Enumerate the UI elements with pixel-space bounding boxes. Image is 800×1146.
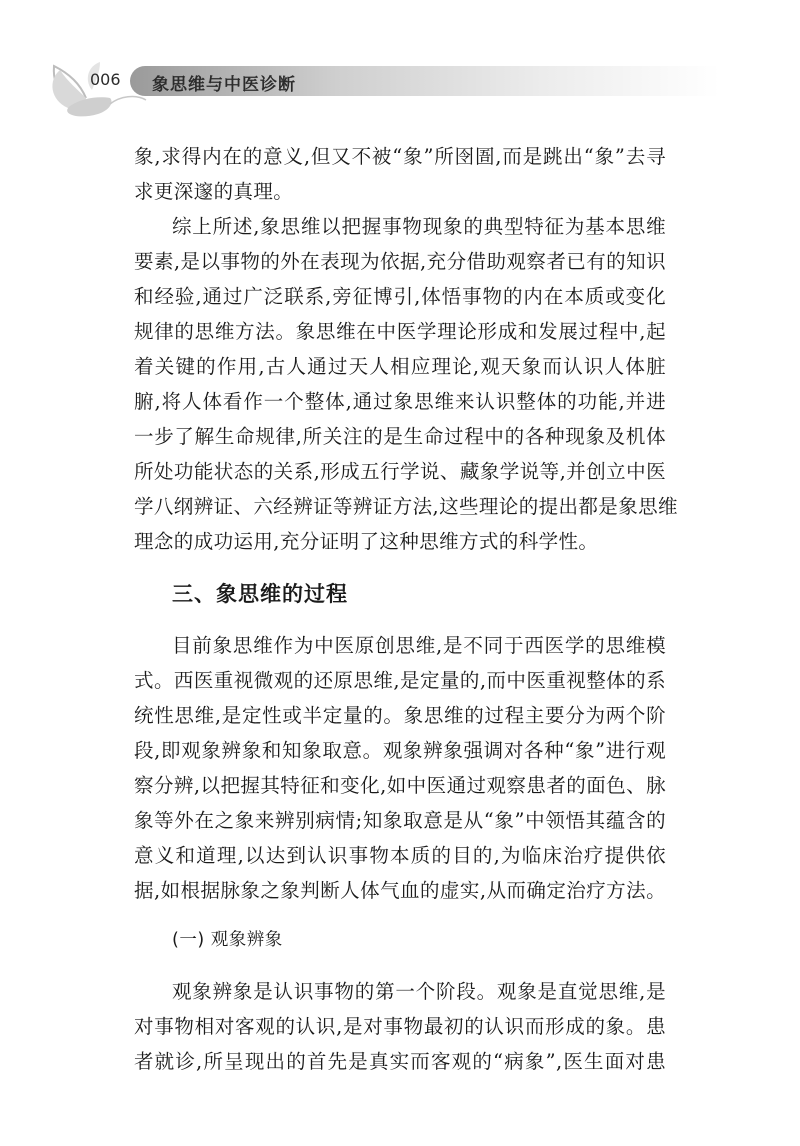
paragraph-line: 腑,将人体看作一个整体,通过象思维来认识整体的功能,并进	[134, 390, 666, 413]
paragraph-line: 目前象思维作为中医原创思维,是不同于西医学的思维模	[172, 634, 666, 657]
paragraph-line: 一步了解生命规律,所关注的是生命过程中的各种现象及机体	[134, 425, 666, 448]
paragraph-line: 者就诊,所呈现出的首先是真实而客观的“病象”,医生面对患	[134, 1050, 666, 1073]
paragraph-line: 察分辨,以把握其特征和变化,如中医通过观察患者的面色、脉	[134, 774, 666, 797]
subsection-heading: (一) 观象辨象	[172, 930, 283, 950]
paragraph-line: 段,即观象辨象和知象取意。观象辨象强调对各种“象”进行观	[134, 739, 666, 762]
paragraph-line: 理念的成功运用,充分证明了这种思维方式的科学性。	[134, 530, 599, 553]
paragraph-line: 要素,是以事物的外在表现为依据,充分借助观察者已有的知识	[134, 250, 666, 273]
paragraph-line: 规律的思维方法。象思维在中医学理论形成和发展过程中,起	[134, 320, 666, 343]
paragraph-line: 着关键的作用,古人通过天人相应理论,观天象而认识人体脏	[134, 355, 666, 378]
paragraph-line: 象,求得内在的意义,但又不被“象”所囹圄,而是跳出“象”去寻	[134, 145, 666, 168]
paragraph-line: 统性思维,是定性或半定量的。象思维的过程主要分为两个阶	[134, 704, 666, 727]
section-heading: 三、象思维的过程	[172, 582, 348, 606]
paragraph-line: 式。西医重视微观的还原思维,是定量的,而中医重视整体的系	[134, 669, 666, 692]
paragraph-line: 综上所述,象思维以把握事物现象的典型特征为基本思维	[172, 215, 666, 238]
paragraph-line: 求更深邃的真理。	[134, 180, 294, 203]
paragraph-line: 学八纲辨证、六经辨证等辨证方法,这些理论的提出都是象思维	[134, 495, 678, 518]
paragraph-line: 和经验,通过广泛联系,旁征博引,体悟事物的内在本质或变化	[134, 285, 666, 308]
paragraph-line: 象等外在之象来辨别病情;知象取意是从“象”中领悟其蕴含的	[134, 809, 666, 832]
paragraph-line: 据,如根据脉象之象判断人体气血的虚实,从而确定治疗方法。	[134, 879, 666, 902]
paragraph-line: 意义和道理,以达到认识事物本质的目的,为临床治疗提供依	[134, 844, 666, 867]
running-header-title: 象思维与中医诊断	[152, 75, 296, 95]
page-number: 006	[90, 70, 121, 89]
paragraph-line: 对事物相对客观的认识,是对事物最初的认识而形成的象。患	[134, 1015, 666, 1038]
paragraph-line: 所处功能状态的关系,形成五行学说、藏象学说等,并创立中医	[134, 460, 666, 483]
paragraph-line: 观象辨象是认识事物的第一个阶段。观象是直觉思维,是	[172, 980, 666, 1003]
